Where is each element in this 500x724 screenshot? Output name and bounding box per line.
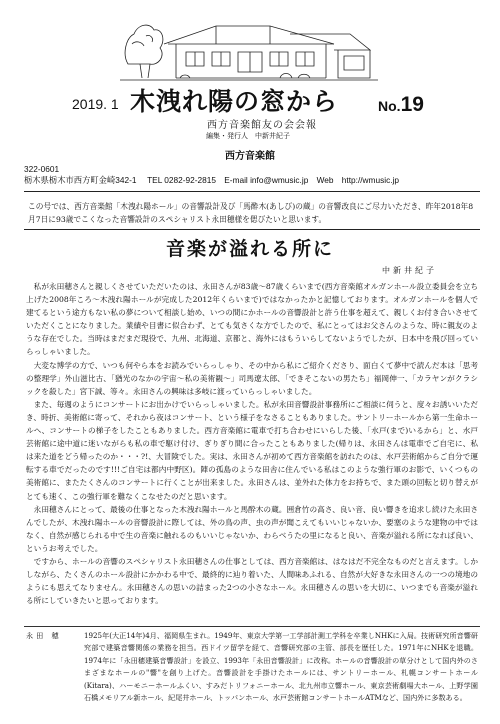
article-author: 中新井紀子 [382,266,437,275]
issue-number-label: No. [378,98,401,114]
article-paragraph: 永田穂さんにとって、最後の仕事となった木洩れ陽ホールと馬酔木の蔵。囲倉竹の高さ、良い音、良い響きを追求し続けた永田さんでしたが、木洩れ陽ホールの音響設計に際しては、外の鳥の声、虫の声が聞こえてもいいじゃないか、要塞のような建物の中ではなく、自然が感じられる中で生の音楽に触れるのもいいじゃないか、わらべうたの里になると良い、音楽が溢れる所になれば良い、というお考えでした。 [26,504,478,553]
issue-date: 2019. 1 [72,96,119,112]
newsletter-title: 木洩れ陽の窓から [130,87,339,116]
divider-intro [24,229,480,230]
article-body [26,280,478,607]
intro-text: この号では、西方音楽館「木洩れ陽ホール」の音響設計及び「馬酔木(あしび)の蔵」の音響改良にご尽力いただき、昨年2018年8月7日に93歳でこくなった音響設計のスペシャリスト永田穂様を偲びたいと思います。 [28,202,474,224]
newsletter-subtitle: 西方音楽館友の会会報 [207,120,317,131]
issue-number [378,93,424,117]
article-paragraph: 大変な博学の方で、いつも何やら本をお読みでいらっしゃり、その中から私にご紹介くださり、面白くて夢中で読んだ本は「思考の整理学」外山滋比古、「猶光のなかの宇宙～私の美術観～」司馬遼太郎、「できそこないの男たち」福岡伸一、「カラヤンがクラシックを殺した」宮下誠、等々。永田さんの興味は多岐に渡っていらっしゃいました。 [26,360,478,396]
contact-line: 栃木県栃木市西方町金崎342-1 TEL 0282-92-2815 E-mail info@wmusic.jp Web http://wmusic.jp [24,175,399,185]
organization-name: 西方音楽館 [225,151,275,162]
divider-bio [24,626,480,627]
divider-top [24,191,480,192]
article-paragraph: また、毎週のようにコンサートにお出かけでいらっしゃいました。私が永田音響設計事務所にご相談に伺うと、度々お誘いいただき、時折、美術館に寄って、それから夜はコンサート、という様子をなさることもありました。サントリーホールから第一生命ホールへ、コンサートの梯子をしたこともありました。西方音楽館に電車で打ち合わせにいらした後、「水戸(まで)いるから」と、水戸芸術館に途中道に迷いながらも私の車で駆け付け、ぎりぎり間に合ったこともありました(帰りは、永田さんは電車でご自宅に、私は来た道をどう帰ったのか・・・?!、大冒険でした。実は、永田さんが初めて西方音楽館を訪れたのは、水戸芸術館からご自分で運転する車でだったのです!!!ご自宅は都内中野区)。陣の孤島のような田舎に住んでいる私はこのような強行軍のお影で、いくつもの美術館に、またたくさんのコンサートに行くことが出来ました。永田さんは、並外れた体力をお持ちで、また頭の回転と切り替えがとても速く、この強行軍を難なくこなせたのだと思います。 [26,399,478,501]
article-paragraph: 私が永田穂さんと親しくさせていただいたのは、永田さんが83歳～87歳くらいまで(西方音楽館オルガンホール設立委員会を立ち上げた2008年ころ～木洩れ陽ホールが完成した2012年くらいまで)ではなかったかと記憶しております。オルガンホールを個人で建てるという途方もない私の夢について相談し始め、いつの間にかホールの音響設計と許う仕事を超えて、親しくお付き合いさせていただくことになりました。業績や目書に似合わず、とても気さくな方でしたので、私にとってはお父さんのような、時に親友のような存在でした。当時はまだまだ現役で、九州、北海道、京都と、海外にはもういらしてないようでしたが、日本中を飛び回っていらっしゃいました。 [26,282,478,357]
bio-name: 永田 穂 [26,631,62,640]
article-paragraph: ですから、ホールの音響のスペシャリスト永田穂さんの仕事としては、西方音楽館は、はなはだ不完全なものだと言えます。しかしながら、たくさんのホール設計にかかわる中で、最終的に辿り着いた、人間味あふれる、自然が大好きな永田さんの一つの境地のようにも思えてなりません。永田穂さんの思いの詰まった2つの小さなホール。永田穂さんの思いを大切に、いつまでも音楽が溢れる所にしていきたいと思っております。 [26,556,478,606]
editor-credit: 編集・発行人 中新井紀子 [206,132,290,140]
postal-code: 322-0601 [24,164,60,174]
issue-number-value: 19 [400,93,424,116]
building-illustration [120,4,378,84]
article-title: 音楽が溢れる所に [165,238,334,260]
contact-block [24,164,484,186]
biography-block [26,630,478,704]
bio-text: 1925年(大正14年)4月、福岡県生まれ。1949年、東京大学第一工学部計測工学科を卒業しNHKに入局。技術研究所音響研究部で建築音響関係の業務を担当。西ドイツ留学を経て、音響研究部の主管、部長を歴任した。1971年にNHKを退職。1974年に「永田穂建築音響設計」を設立、1993年「永田音響設計」に改称。ホールの音響設計の草分けとして国内外のさまざまなホールの"響"を創り上げた。音響設計を手掛けたホールには、サントリーホール、札幌コンサートホール(Kitara)、ハーモニーホールふくい、すみだトリフォニーホール、北九州市立響ホール、東京芸術劇場大ホール、上野学園石橋メモリアル新ホール、紀尾井ホール、トッパンホール、水戸芸術館コンサートホールATMなど、国内外に多数ある。 [84,631,478,703]
